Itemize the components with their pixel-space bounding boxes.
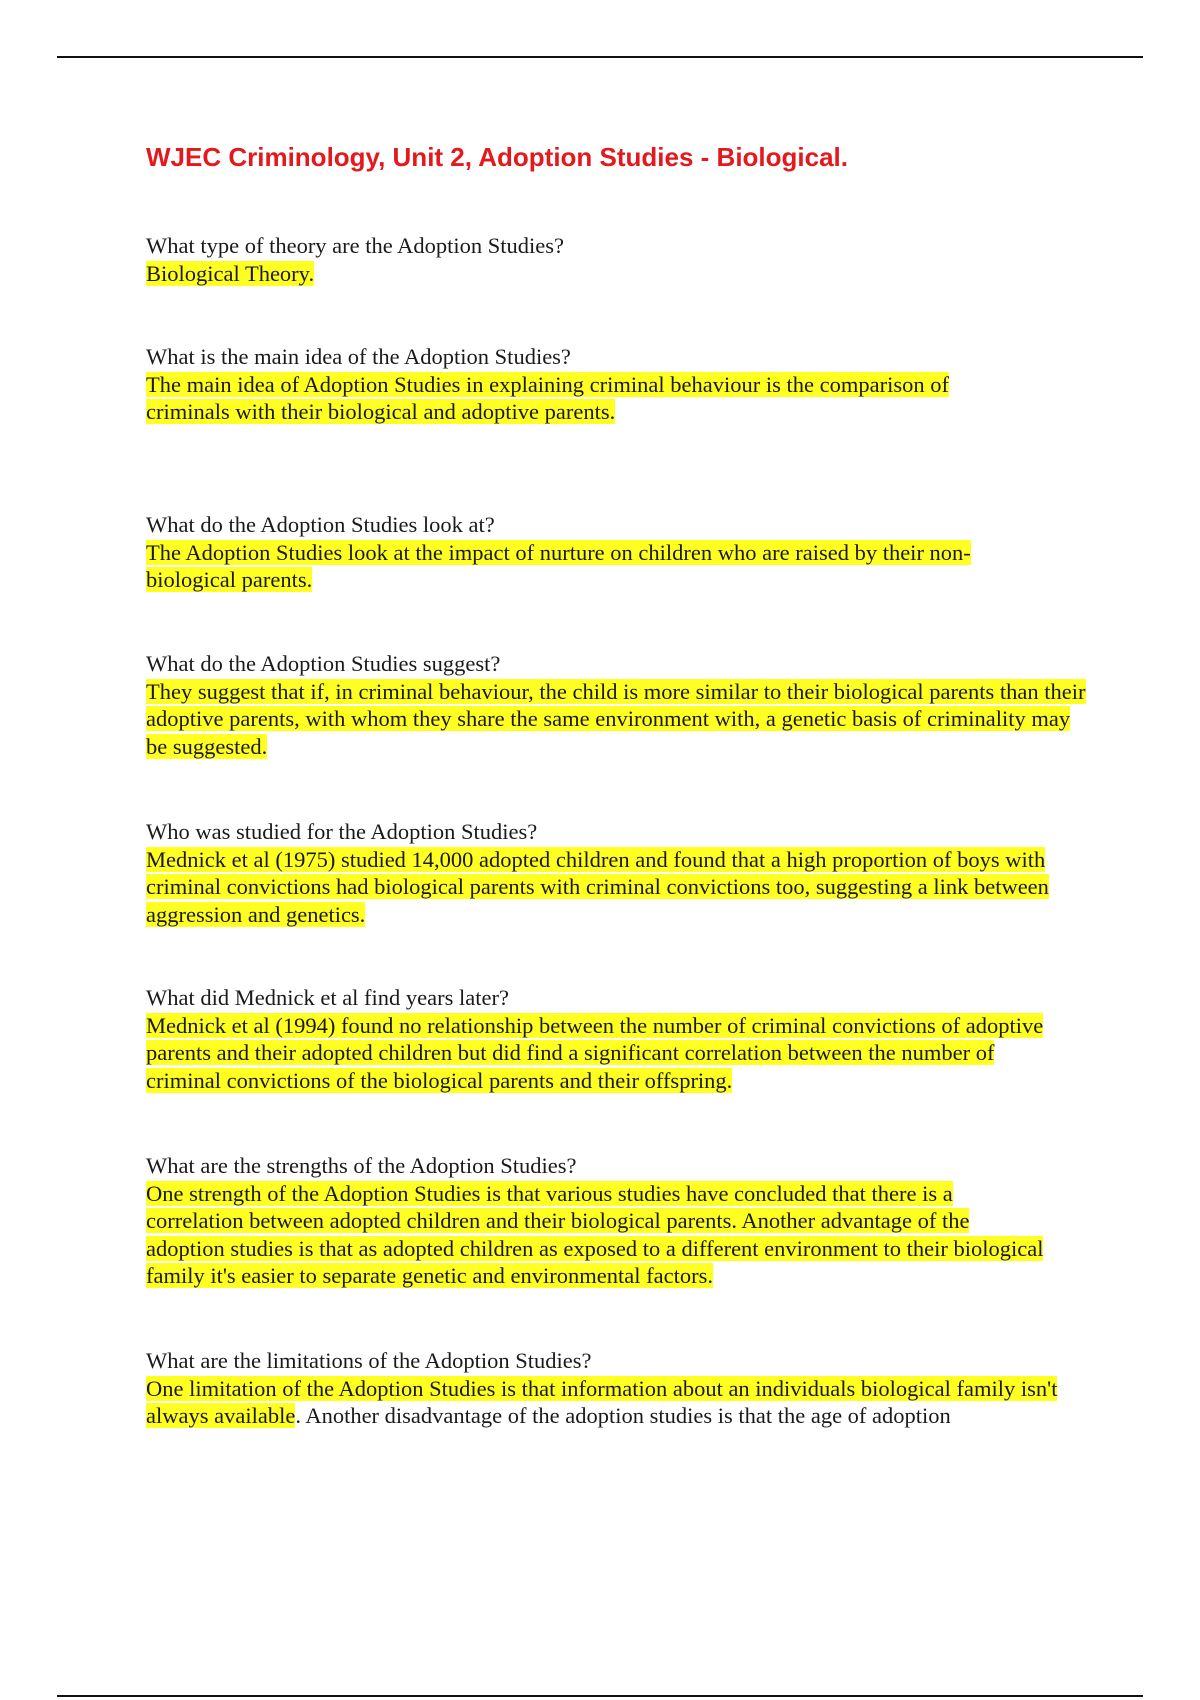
qa-block [146, 1152, 1046, 1290]
qa-block [146, 1347, 1086, 1430]
question-text: What did Mednick et al find years later? [146, 985, 509, 1010]
question-text: What are the limitations of the Adoption Studies? [146, 1348, 592, 1373]
answer-text [146, 371, 1016, 426]
answer-highlight: One limitation of the Adoption Studies is that information about an individuals biological family isn't always available [146, 1375, 1058, 1428]
question-text: What do the Adoption Studies suggest? [146, 651, 501, 676]
qa-block [146, 984, 1046, 1094]
answer-text [146, 260, 946, 288]
answer-text [146, 1375, 1086, 1430]
answer-continuation: . Another disadvantage of the adoption studies is that the age of adoption [295, 1403, 951, 1428]
answer-text [146, 1180, 1046, 1290]
header-rule [57, 56, 1143, 58]
answer-highlight: Mednick et al (1994) found no relationship between the number of criminal convictions of adoptive parents and their adopted children but did find a significant correlation between the number of criminal convictions of the biological parents and their offspring. [146, 1012, 1044, 1093]
question-text: Who was studied for the Adoption Studies? [146, 819, 538, 844]
question-text: What do the Adoption Studies look at? [146, 512, 495, 537]
question-text: What is the main idea of the Adoption Studies? [146, 344, 571, 369]
document-title: WJEC Criminology, Unit 2, Adoption Studies - Biological. [146, 142, 848, 172]
qa-block [146, 818, 1086, 928]
qa-block [146, 232, 946, 287]
qa-block [146, 343, 1016, 426]
answer-highlight: One strength of the Adoption Studies is that various studies have concluded that there is a correlation between adopted children and their biological parents. Another advantage of the adoption studies is that as adopted children as exposed to a different environment to their biological family it's easier to separate genetic and environmental factors. [146, 1180, 1044, 1288]
answer-highlight: They suggest that if, in criminal behaviour, the child is more similar to their biological parents than their adoptive parents, with whom they share the same environment with, a genetic basis of criminality may be suggested. [146, 678, 1086, 759]
qa-block [146, 650, 1086, 760]
answer-highlight: The Adoption Studies look at the impact of nurture on children who are raised by their non-biological parents. [146, 539, 971, 592]
answer-text [146, 846, 1086, 929]
question-text: What are the strengths of the Adoption Studies? [146, 1153, 577, 1178]
qa-block [146, 511, 1026, 594]
answer-highlight: Biological Theory. [146, 260, 315, 286]
footer-rule [57, 1695, 1143, 1697]
answer-highlight: The main idea of Adoption Studies in explaining criminal behaviour is the comparison of criminals with their biological and adoptive parents. [146, 371, 949, 424]
answer-text [146, 1012, 1046, 1095]
answer-highlight: Mednick et al (1975) studied 14,000 adopted children and found that a high proportion of boys with criminal convictions had biological parents with criminal convictions too, suggesting a link between aggression and genetics. [146, 846, 1049, 927]
answer-text [146, 678, 1086, 761]
answer-text [146, 539, 1026, 594]
question-text: What type of theory are the Adoption Studies? [146, 233, 565, 258]
